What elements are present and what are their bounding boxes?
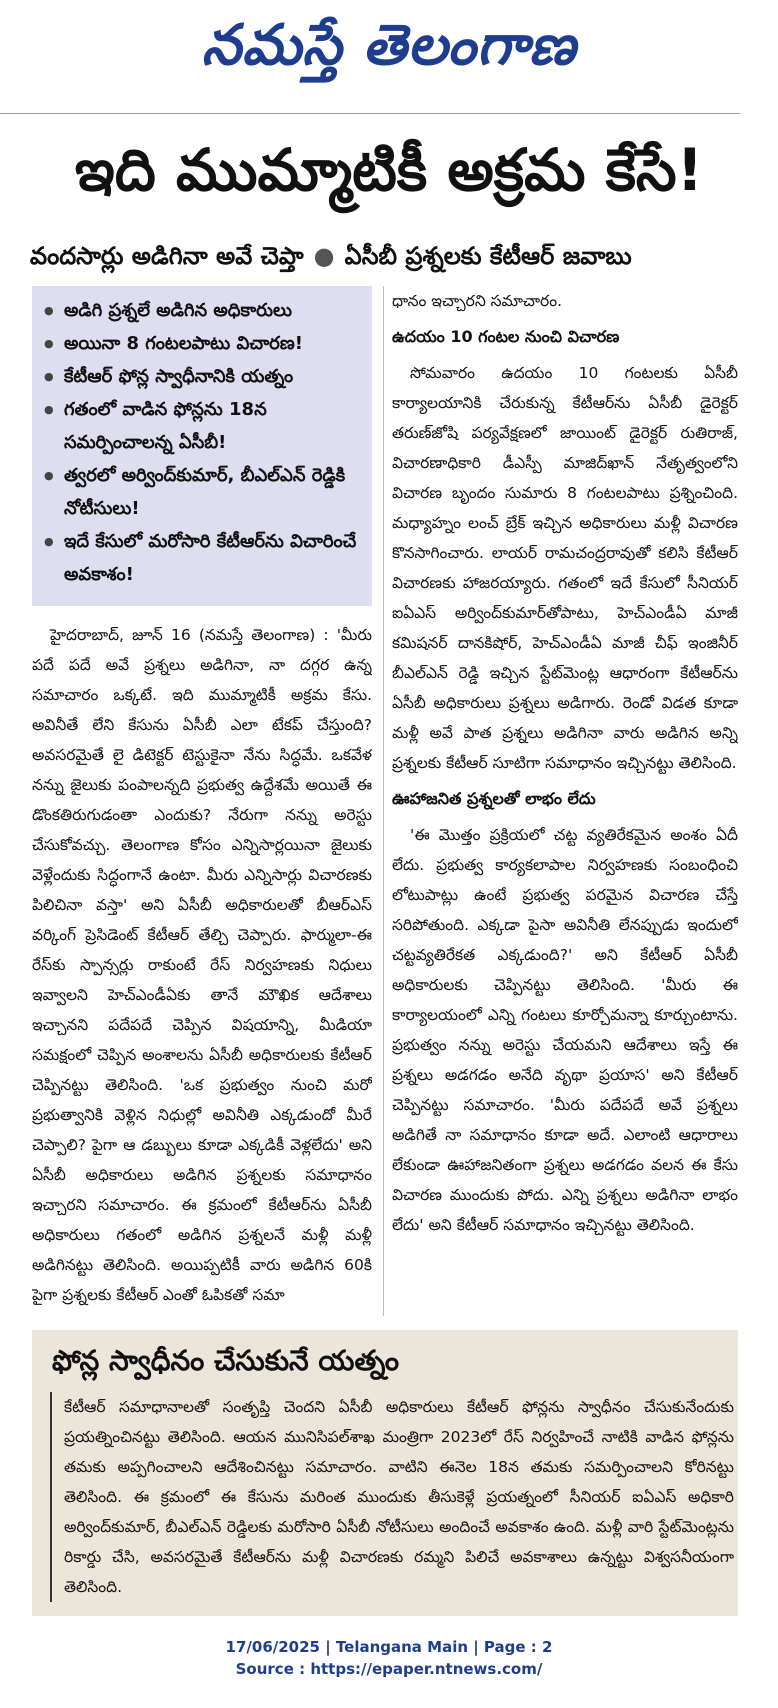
highlight-item: ● గతంలో వాడిన ఫోన్లను 18న సమర్పించాలన్న ఏసీబీ! [42, 393, 362, 459]
column-divider [383, 286, 384, 1316]
highlight-item: ● ఇదే కేసులో మరోసారి కేటీఆర్‌ను విచారించే అవకాశం! [42, 525, 362, 591]
article-left-column [32, 620, 372, 1320]
footer [0, 1636, 778, 1680]
article-right-column [392, 286, 738, 1316]
subhead-left: వందసార్లు అడిగినా అవే చెప్తా [30, 242, 304, 270]
masthead-divider [0, 113, 740, 114]
subheadline [30, 236, 750, 276]
highlight-item: ● కేటీఆర్ ఫోన్ల స్వాధీనానికి యత్నం [42, 360, 362, 393]
box-body [50, 1392, 734, 1602]
article-paragraph: ధానం ఇచ్చారని సమాచారం. [392, 292, 563, 310]
section-heading: ఊహాజనిత ప్రశ్నలతో లాభం లేదు [392, 789, 596, 808]
footer-source: Source : https://epaper.ntnews.com/ [235, 1660, 543, 1678]
newspaper-logo: నమస్తే తెలంగాణ [201, 13, 577, 78]
highlights-box [32, 286, 372, 606]
highlight-item: ● అడిగి ప్రశ్నలే అడిగిన అధికారులు [42, 294, 362, 327]
section-heading: ఉదయం 10 గంటల నుంచి విచారణ [392, 327, 620, 346]
box-paragraph: కేటీఆర్ సమాధానాలతో సంతృప్తి చెందని ఏసీబీ అధికారులు కేటీఆర్ ఫోన్లను స్వాధీనం చేసుకునేందుకు ప్రయత్నించినట్టు తెలిసింది. ఆయన మునిసిపల్‌శాఖ మంత్రిగా 2023లో రేస్ నిర్వహించే నాటికి వాడిన ఫోన్లను తమకు అప్పగించాలని ఆదేశించినట్టు సమాచారం. వాటిని ఈనెల 18న తమకు సమర్పించాలని కోరినట్టు తెలిసింది. ఈ క్రమంలో ఈ కేసును మరింత ముందుకు తీసుకెళ్లే ప్రయత్నంలో సీనియర్ ఐఏఎస్ అధికారి అర్వింద్‌కుమార్, బీఎల్ఎన్ రెడ్డిలకు మరోసారి ఏసీబీ నోటీసులు అందించే అవకాశం ఉంది. మళ్లీ వారి స్టేట్‌మెంట్లను రికార్డు చేసి, అవసరమైతే కేటీఆర్‌ను మళ్లీ విచారణకు రమ్మని పిలిచే అవకాశాలు ఉన్నట్టు విశ్వసనీయంగా తెలిసింది. [64, 1398, 734, 1596]
masthead [0, 0, 778, 108]
highlight-item: ● అయినా 8 గంటలపాటు విచారణ! [42, 327, 362, 360]
article-paragraph: సోమవారం ఉదయం 10 గంటలకు ఏసీబీ కార్యాలయానికి చేరుకున్న కేటీఆర్‌ను ఏసీబీ డైరెక్టర్ తరుణ్‌జోషి పర్యవేక్షణలో జాయింట్ డైరెక్టర్ రుతిరాజ్, విచారణాధికారి డీఎస్పీ మాజిద్‌ఖాన్ నేతృత్వంలోని విచారణ బృందం సుమారు 8 గంటలపాటు ప్రశ్నించింది. మధ్యాహ్నం లంచ్ బ్రేక్ ఇచ్చిన అధికారులు మళ్లీ విచారణ కొనసాగించారు. లాయర్ రామచంద్రరావుతో కలిసి కేటీఆర్ విచారణకు హాజరయ్యారు. గతంలో ఇదే కేసులో సీనియర్ ఐఏఎస్ అర్వింద్‌కుమార్‌తోపాటు, హెచ్ఎండీఏ మాజీ కమిషనర్ దానకిషోర్, హెచ్ఎండీఏ మాజీ చీఫ్ ఇంజినీర్ బీఎల్ఎన్ రెడ్డి ఇచ్చిన స్టేట్‌మెంట్ల ఆధారంగా కేటీఆర్‌ను ఏసీబీ అధికారులు ప్రశ్నలు అడిగారు. రెండో విడత కూడా మళ్లీ అవే పాత ప్రశ్నలు అడిగినా వారు అడిగిన అన్ని ప్రశ్నలకు కేటీఆర్ సూటిగా సమాధానం ఇచ్చినట్టు తెలిసింది. [392, 364, 738, 772]
article-paragraph: 'ఈ మొత్తం ప్రక్రియలో చట్ట వ్యతిరేకమైన అంశం ఏదీ లేదు. ప్రభుత్వ కార్యకలాపాల నిర్వహణకు సంబంధించి లోటుపాట్లు ఉంటే ప్రభుత్వ పరమైన విచారణ చేస్తే సరిపోతుంది. ఎక్కడా పైసా అవినీతి లేనప్పుడు ఇందులో చట్టవ్యతిరేకత ఎక్కడుంది?' అని కేటీఆర్ ఏసీబీ అధికారులకు చెప్పినట్టు తెలిసింది. 'మీరు ఈ కార్యాలయంలో ఎన్ని గంటలు కూర్చోమన్నా కూర్చుంటాను. ప్రభుత్వం నన్ను అరెస్టు చేయమని ఆదేశాలు ఇస్తే ఈ ప్రశ్నలు అడగడం అనేది వృథా ప్రయాస' అని కేటీఆర్ చెప్పినట్టు సమాచారం. 'మీరు పదేపదే అవే ప్రశ్నలు అడిగితే నా సమాధానం కూడా అదే. ఎలాంటి ఆధారాలు లేకుండా ఊహాజనితంగా ప్రశ్నలు అడగడం వలన ఈ కేసు విచారణ ముందుకు పోదు. ఎన్ని ప్రశ్నలు అడిగినా లాభం లేదు' అని కేటీఆర్ సమాధానం ఇచ్చినట్టు తెలిసింది. [392, 826, 738, 1234]
article-paragraph: హైదరాబాద్, జూన్ 16 (నమస్తే తెలంగాణ) : 'మీరు పదే పదే అవే ప్రశ్నలు అడిగినా, నా దగ్గర ఉన్న సమాచారం ఒక్కటే. ఇది ముమ్మాటికీ అక్రమ కేసు. అవినీతే లేని కేసును ఏసీబీ ఎలా టేకప్ చేస్తుంది? అవసరమైతే లై డిటెక్టర్ టెస్టుకైనా నేను సిద్ధమే. ఒకవేళ నన్ను జైలుకు పంపాలన్నది ప్రభుత్వ ఉద్దేశమే అయితే ఈ డొంకతిరుగుడంతా ఎందుకు? నేరుగా నన్ను అరెస్టు చేసుకోవచ్చు. తెలంగాణ కోసం ఎన్నిసార్లయినా జైలుకు వెళ్లేందుకు సిద్ధంగానే ఉంటా. మీరు ఎన్నిసార్లు విచారణకు పిలిచినా వస్తా' అని ఏసీబీ అధికారులతో బీఆర్ఎస్ వర్కింగ్ ప్రెసిడెంట్ కేటీఆర్ తేల్చి చెప్పారు. ఫార్ములా-ఈ రేస్‌కు స్పాన్సర్లు రాకుంటే రేస్ నిర్వహణకు నిధులు ఇవ్వాలని హెచ్ఎండీఏకు తానే మౌఖిక ఆదేశాలు ఇచ్చానని పదేపదే చెప్పిన విషయాన్ని, మీడియా సమక్షంలో చెప్పిన అంశాలను ఏసీబీ అధికారులకు కేటీఆర్ చెప్పినట్టు తెలిసింది. 'ఒక ప్రభుత్వం నుంచి మరో ప్రభుత్వానికి వెళ్లిన నిధుల్లో అవినీతి ఎక్కడుందో మీరే చెప్పాలి? పైగా ఆ డబ్బులు కూడా ఎక్కడికీ వెళ్లలేదు' అని ఏసీబీ అధికారులు అడిగిన ప్రశ్నలకు సమాధానం ఇచ్చారని సమాచారం. ఈ క్రమంలో కేటీఆర్‌ను ఏసీబీ అధికారులు గతంలో అడిగిన ప్రశ్నలనే మళ్లీ మళ్లీ అడిగినట్టు తెలిసింది. అయిప్పటికీ వారు అడిగిన 60కి పైగా ప్రశ్నలకు కేటీఆర్ ఎంతో ఓపికతో సమా [32, 626, 372, 1304]
box-title: ఫోన్ల స్వాధీనం చేసుకునే యత్నం [52, 1344, 400, 1377]
subhead-right: ఏసీబీ ప్రశ్నలకు కేటీఆర్ జవాబు [344, 242, 632, 270]
highlight-item: ● త్వరలో అర్వింద్‌కుమార్, బీఎల్ఎన్ రెడ్డికి నోటీసులు! [42, 459, 362, 525]
bullet-icon: ● [313, 242, 335, 270]
footer-date-page: 17/06/2025 | Telangana Main | Page : 2 [225, 1638, 553, 1656]
headline: ఇది ముమ్మాటికీ అక్రమ కేసే! [74, 136, 704, 204]
phones-seizure-box [32, 1330, 738, 1616]
